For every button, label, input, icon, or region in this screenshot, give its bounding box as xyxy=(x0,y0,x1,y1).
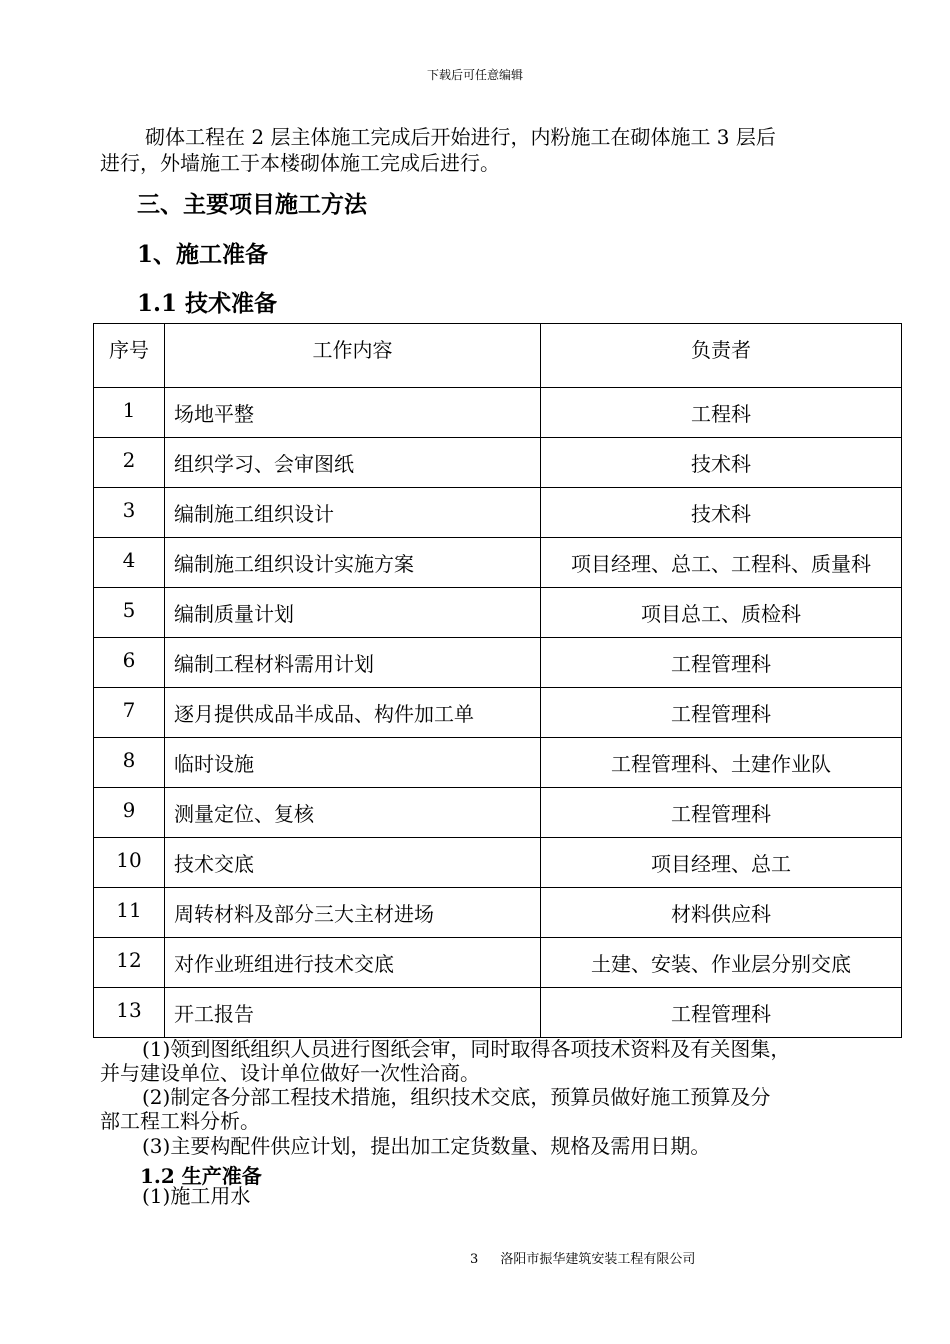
row-index-cell: 8 xyxy=(94,738,165,788)
row-owner-cell: 项目总工、质检科 xyxy=(541,588,902,638)
note-1-line-1: (1)领到图纸组织人员进行图纸会审，同时取得各项技术资料及有关图集， xyxy=(142,1037,791,1061)
row-work-cell: 编制质量计划 xyxy=(165,588,541,638)
table-row xyxy=(94,638,902,688)
row-owner-cell: 工程管理科 xyxy=(541,638,902,688)
row-index-cell: 2 xyxy=(94,438,165,488)
subsubsection-title: 1.1 技术准备 xyxy=(137,290,278,317)
header-cell-owner: 负责者 xyxy=(541,324,902,388)
row-index-cell: 10 xyxy=(94,838,165,888)
row-index-cell: 3 xyxy=(94,488,165,538)
production-title: 1.2 生产准备 xyxy=(140,1164,262,1188)
row-index-cell: 12 xyxy=(94,938,165,988)
row-index-cell: 7 xyxy=(94,688,165,738)
row-work-cell: 测量定位、复核 xyxy=(165,788,541,838)
table-row xyxy=(94,888,902,938)
table-row xyxy=(94,838,902,888)
row-owner-cell: 工程管理科 xyxy=(541,688,902,738)
row-work-cell: 周转材料及部分三大主材进场 xyxy=(165,888,541,938)
row-work-cell: 编制施工组织设计实施方案 xyxy=(165,538,541,588)
row-owner-cell: 土建、安装、作业层分别交底 xyxy=(541,938,902,988)
table-row xyxy=(94,588,902,638)
tech-prep-table xyxy=(93,323,902,1038)
intro-line-2: 进行，外墙施工于本楼砌体施工完成后进行。 xyxy=(100,151,500,175)
table-row xyxy=(94,788,902,838)
row-work-cell: 场地平整 xyxy=(165,388,541,438)
table-row xyxy=(94,938,902,988)
page-number: 3 xyxy=(470,1252,479,1267)
table-row xyxy=(94,538,902,588)
row-owner-cell: 材料供应科 xyxy=(541,888,902,938)
row-owner-cell: 工程管理科、土建作业队 xyxy=(541,738,902,788)
row-owner-cell: 工程管理科 xyxy=(541,988,902,1038)
section-title: 三、主要项目施工方法 xyxy=(137,191,367,218)
intro-line-1: 砌体工程在 2 层主体施工完成后开始进行，内粉施工在砌体施工 3 层后 xyxy=(145,125,776,149)
row-owner-cell: 工程管理科 xyxy=(541,788,902,838)
row-index-cell: 1 xyxy=(94,388,165,438)
table-row xyxy=(94,388,902,438)
row-work-cell: 技术交底 xyxy=(165,838,541,888)
note-2-line-1: (2)制定各分部工程技术措施，组织技术交底，预算员做好施工预算及分 xyxy=(142,1085,771,1109)
table-row xyxy=(94,438,902,488)
row-work-cell: 临时设施 xyxy=(165,738,541,788)
row-work-cell: 组织学习、会审图纸 xyxy=(165,438,541,488)
row-work-cell: 对作业班组进行技术交底 xyxy=(165,938,541,988)
header-cell-index: 序号 xyxy=(94,324,165,388)
subsection-title: 1、施工准备 xyxy=(137,241,269,268)
row-owner-cell: 工程科 xyxy=(541,388,902,438)
row-index-cell: 11 xyxy=(94,888,165,938)
row-owner-cell: 技术科 xyxy=(541,488,902,538)
page-footer xyxy=(470,1248,713,1267)
page-header: 下载后可任意编辑 xyxy=(426,68,523,82)
header-cell-work: 工作内容 xyxy=(165,324,541,388)
row-index-cell: 13 xyxy=(94,988,165,1038)
row-work-cell: 编制工程材料需用计划 xyxy=(165,638,541,688)
row-owner-cell: 项目经理、总工 xyxy=(541,838,902,888)
production-item-1: (1)施工用水 xyxy=(142,1184,251,1208)
note-3: (3)主要构配件供应计划，提出加工定货数量、规格及需用日期。 xyxy=(142,1134,711,1158)
row-index-cell: 9 xyxy=(94,788,165,838)
row-work-cell: 开工报告 xyxy=(165,988,541,1038)
row-work-cell: 逐月提供成品半成品、构件加工单 xyxy=(165,688,541,738)
note-2-line-2: 部工程工料分析。 xyxy=(100,1109,260,1133)
row-index-cell: 4 xyxy=(94,538,165,588)
row-owner-cell: 项目经理、总工、工程科、质量科 xyxy=(541,538,902,588)
table-row xyxy=(94,688,902,738)
row-owner-cell: 技术科 xyxy=(541,438,902,488)
table-row xyxy=(94,988,902,1038)
table-header-row xyxy=(94,324,902,388)
table-row xyxy=(94,738,902,788)
row-index-cell: 6 xyxy=(94,638,165,688)
row-index-cell: 5 xyxy=(94,588,165,638)
company-name: 洛阳市振华建筑安装工程有限公司 xyxy=(500,1252,696,1267)
table-row xyxy=(94,488,902,538)
row-work-cell: 编制施工组织设计 xyxy=(165,488,541,538)
note-1-line-2: 并与建设单位、设计单位做好一次性洽商。 xyxy=(100,1061,480,1085)
